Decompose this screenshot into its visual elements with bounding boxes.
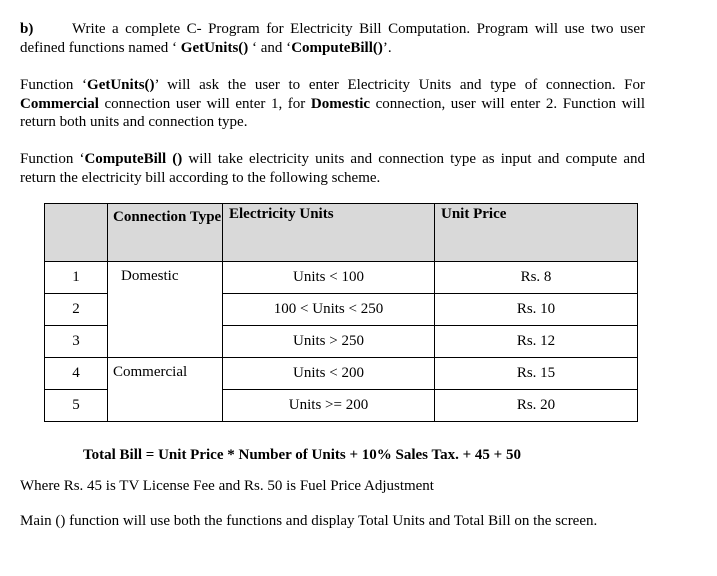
table-header-row <box>45 204 638 262</box>
unit-price: Rs. 12 <box>435 326 638 358</box>
connection-type-commercial: Commercial <box>108 358 223 422</box>
intro-text-3: ’. <box>382 39 392 56</box>
unit-price: Rs. 20 <box>435 390 638 422</box>
question-intro <box>20 20 645 57</box>
intro-text-1: Write a complete C- Program for Electricity Bill Computation. Program will use two user defined functions named ‘ <box>20 21 645 56</box>
fees-note: Where Rs. 45 is TV License Fee and Rs. 50 is Fuel Price Adjustment <box>20 478 434 494</box>
getunits-fn-name: GetUnits() <box>87 77 155 93</box>
unit-price: Rs. 10 <box>435 294 638 326</box>
row-number: 2 <box>45 294 108 326</box>
row-number: 3 <box>45 326 108 358</box>
domestic-keyword: Domestic <box>310 95 371 112</box>
header-number <box>45 204 108 262</box>
row-number: 1 <box>45 262 108 294</box>
row-number: 4 <box>45 358 108 390</box>
units-range: Units >= 200 <box>223 390 435 422</box>
getunits-description <box>20 76 645 132</box>
computebill-text-1: Function ‘ <box>20 151 85 167</box>
table-row <box>45 358 638 390</box>
commercial-keyword: Commercial <box>20 95 99 112</box>
fn-getunits: GetUnits() <box>180 39 249 56</box>
getunits-text-3: connection user will enter 1, for <box>98 95 311 112</box>
table-row <box>45 262 638 294</box>
row-number: 5 <box>45 390 108 422</box>
unit-price: Rs. 8 <box>435 262 638 294</box>
unit-price: Rs. 15 <box>435 358 638 390</box>
units-range: 100 < Units < 250 <box>223 294 435 326</box>
computebill-description <box>20 150 645 187</box>
header-connection-type: Connection Type <box>108 204 223 262</box>
header-unit-price: Unit Price <box>435 204 638 262</box>
units-range: Units < 100 <box>223 262 435 294</box>
total-bill-formula: Total Bill = Unit Price * Number of Units + 10% Sales Tax. + 45 + 50 <box>83 447 521 463</box>
header-electricity-units: Electricity Units <box>223 204 435 262</box>
units-range: Units < 200 <box>223 358 435 390</box>
part-label: b) <box>20 21 34 37</box>
computebill-fn-name: ComputeBill () <box>84 151 183 167</box>
connection-type-domestic: Domestic <box>108 262 223 358</box>
computebill-text-2: will take electricity units and connection type as input and compute and return the electricity bill according to the following scheme. <box>20 151 645 186</box>
getunits-text-4: connection, user will enter 2. Function will return both units and connection type. <box>20 95 645 130</box>
tariff-table <box>44 203 638 422</box>
getunits-text-1: Function ‘ <box>20 77 88 93</box>
fn-computebill: ComputeBill() <box>291 39 383 56</box>
units-range: Units > 250 <box>223 326 435 358</box>
getunits-text-2: ’ will ask the user to enter Electricity Units and type of connection. For <box>154 77 645 93</box>
main-function-note: Main () function will use both the functions and display Total Units and Total Bill on the screen. <box>20 513 598 529</box>
intro-text-2: ‘ and ‘ <box>248 39 292 56</box>
